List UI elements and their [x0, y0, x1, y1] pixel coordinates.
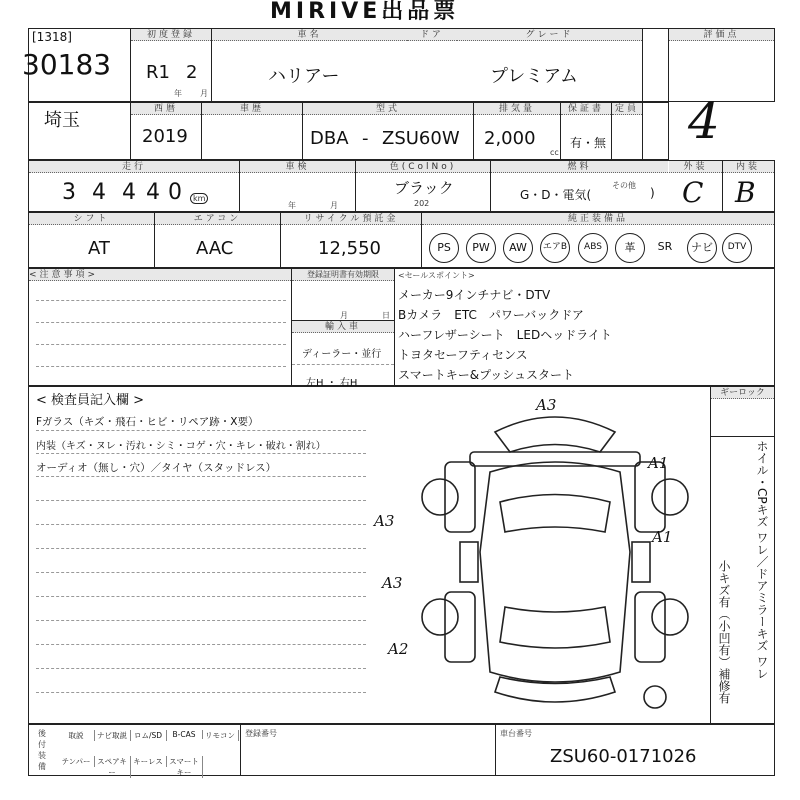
car-name: ハリアー — [268, 66, 340, 87]
rating-header: 評価点 — [669, 29, 774, 41]
damage-mark-right-front: A1 — [648, 454, 669, 472]
interior-grade: B — [735, 176, 756, 209]
footer-option-label: リモコン — [202, 730, 239, 741]
vin: ZSU60-0171026 — [550, 746, 697, 767]
notes-header: <注意事項> — [29, 269, 291, 281]
lot-number: [1318] — [32, 30, 72, 44]
equipment-item: PS — [429, 233, 459, 263]
footer-option-label: ロム/SD — [130, 730, 167, 741]
warranty-header: 保証書 — [561, 103, 611, 115]
side-vertical-text: ホイル・CPキズ ワレ／ドアミラーキズ ワレ — [755, 440, 769, 680]
aircon-header: エアコン — [155, 213, 280, 225]
sales-point-item: トヨタセーフティセンス — [398, 348, 528, 362]
mileage-unit: km — [190, 193, 208, 204]
first-reg-header: 初度登録 — [131, 29, 211, 41]
displacement-header: 排気量 — [474, 103, 560, 115]
dealer-parallel: ディーラー・並行 — [302, 349, 382, 360]
exterior-header: 外装 — [669, 161, 722, 173]
vin-label: 車台番号 — [500, 729, 532, 738]
inspector-note-audio: オーディオ（無し・穴）／タイヤ（スタッドレス） — [36, 462, 277, 474]
sales-point-item: スマートキー&プッシュスタート — [398, 368, 575, 382]
footer-option-label: B-CAS — [166, 730, 203, 739]
steering-side: 左H ・ 右H — [306, 378, 358, 389]
equipment-item: SR — [657, 240, 673, 253]
side-vertical-text-2: 小キズ有（小凹有）補修有 — [717, 560, 731, 704]
equipment-item: 革 — [615, 233, 645, 263]
fuel: G・D・電気( — [520, 188, 592, 202]
import-header: 輸入車 — [292, 321, 394, 333]
gear-lock-header: ギーロック — [711, 387, 774, 399]
damage-mark-left-door: A3 — [382, 574, 403, 592]
footer-option-label: 取説 — [58, 730, 95, 741]
displacement: 2,000 — [484, 128, 536, 149]
car-damage-diagram — [400, 392, 710, 722]
inspector-note-glass: Fガラス（キズ・飛石・ヒビ・リペア跡・X要） — [36, 416, 259, 428]
footer-side-label: 後付装備 — [38, 729, 46, 771]
western-year: 2019 — [142, 126, 188, 147]
damage-mark-front: A3 — [536, 396, 557, 414]
damage-mark-left-rear: A2 — [388, 640, 409, 658]
document-title: MIRIVE出品票 — [270, 0, 460, 24]
mileage-header: 走行 — [29, 161, 239, 173]
sales-points-header: <セールスポイント> — [398, 271, 475, 280]
reg-no-label: 登録番号 — [245, 729, 277, 738]
prefecture: 埼玉 — [44, 110, 80, 131]
equipment-item: AW — [503, 233, 533, 263]
color-header: 色(ColNo) — [356, 161, 490, 173]
car-name-header: 車名 — [212, 29, 407, 41]
capacity-header: 定員 — [612, 103, 642, 115]
color-no: 202 — [414, 199, 430, 208]
rating-score: 4 — [688, 92, 720, 150]
damage-mark-left-front: A3 — [374, 512, 395, 530]
door-header: ドア — [407, 29, 457, 41]
model-header: 型式 — [303, 103, 473, 115]
color-name: ブラック — [394, 179, 454, 197]
model-prefix: DBA — [310, 128, 349, 149]
first-reg-era: R1 — [146, 62, 170, 83]
inspection-header: 車検 — [240, 161, 355, 173]
sales-point-item: メーカー9インチナビ・DTV — [398, 288, 551, 302]
damage-mark-right-door: A1 — [652, 528, 673, 546]
aircon: AAC — [196, 238, 234, 259]
recycle-fee: 12,550 — [318, 238, 381, 259]
footer-option-label: ナビ取説 — [94, 730, 131, 741]
equipment-item: PW — [466, 233, 496, 263]
grade: プレミアム — [490, 66, 579, 87]
shift-header: シフト — [29, 213, 154, 225]
inspector-header: < 検査員記入欄 > — [36, 393, 145, 408]
equipment-item: エアB — [540, 233, 570, 263]
footer-option-label: スマートキー — [166, 756, 203, 778]
sales-point-item: ハーフレザーシート LEDヘッドライト — [398, 328, 612, 342]
vehicle-type-header: 車歴 — [202, 103, 302, 115]
equipment-item: ナビ — [687, 233, 717, 263]
stock-number: 30183 — [22, 48, 112, 81]
inspector-note-interior: 内装（キズ・ヌレ・汚れ・シミ・コゲ・穴・キレ・破れ・割れ） — [36, 441, 326, 452]
first-reg-month: 2 — [186, 62, 198, 83]
model: ZSU60W — [382, 128, 460, 149]
footer-option-label: スペアキー — [94, 756, 131, 778]
footer-option-label: テンパー — [58, 756, 95, 767]
equipment-item: ABS — [578, 233, 608, 263]
recycle-header: リサイクル預託金 — [281, 213, 421, 225]
shift: AT — [88, 238, 110, 259]
grade-header: グレード — [457, 29, 642, 41]
warranty: 有・無 — [570, 136, 607, 150]
interior-header: 内装 — [722, 161, 774, 173]
exterior-grade: C — [682, 176, 704, 209]
sales-point-item: Bカメラ ETC パワーバックドア — [398, 308, 584, 322]
equipment-header: 純正装備品 — [422, 213, 774, 225]
fuel-header: 燃料 — [491, 161, 668, 173]
western-year-header: 西暦 — [131, 103, 201, 115]
registration-cert-header: 登録証明書有効期限 — [292, 269, 394, 281]
footer-option-label: キーレス — [130, 756, 167, 767]
equipment-item: DTV — [722, 233, 752, 263]
